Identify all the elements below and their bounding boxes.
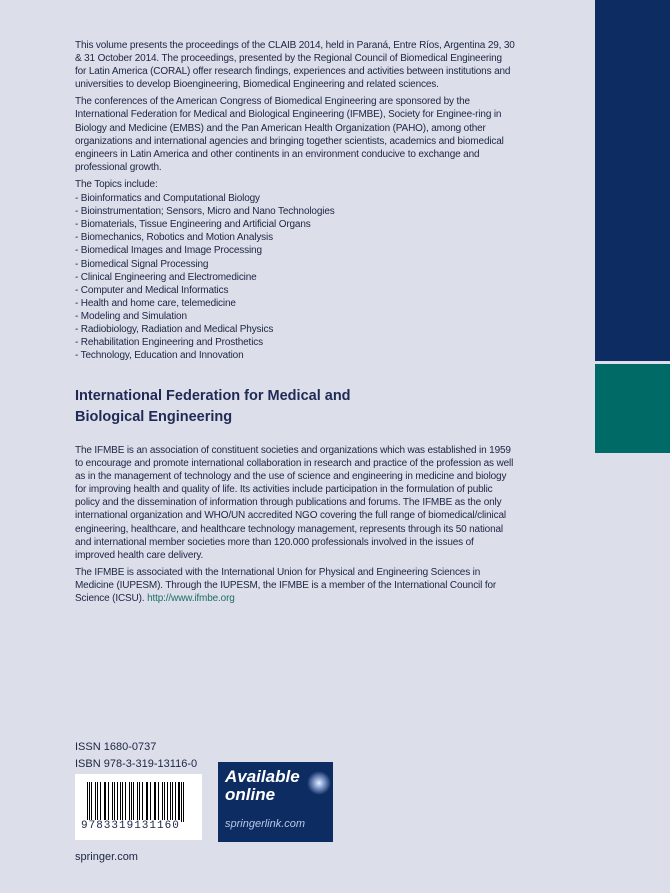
ifmbe-paragraph-2-text: The IFMBE is associated with the International Union for Physical and Engineering Sciences in Medicine (IUPESM). Through the IUPESM, the IFMBE is a member of the International Council for Science (ICSU). xyxy=(75,566,497,605)
barcode-bar xyxy=(150,782,151,822)
barcode-bar xyxy=(112,782,113,822)
barcode-bar xyxy=(120,782,121,822)
intro-paragraph-1: This volume presents the proceedings of the CLAIB 2014, held in Paraná, Entre Ríos, Argentina 29, 30 & 31 October 2014. The proceedings, presented by the Regional Council of Biomedical Engineering for Latin America (CORAL) offer research findings, experiences and activities between institutions and universities to develop Bioengineering, Biomedical Engineering and related sciences. xyxy=(75,40,515,91)
topics-list xyxy=(75,192,515,362)
barcode-number: 9783319131160 xyxy=(81,820,180,832)
barcode-bar xyxy=(170,782,171,822)
ifmbe-paragraph-2 xyxy=(75,566,515,605)
barcode-bar xyxy=(162,782,163,822)
topic-item: - Bioinstrumentation; Sensors, Micro and Nano Technologies xyxy=(75,206,335,218)
topic-item: - Biomaterials, Tissue Engineering and Artificial Organs xyxy=(75,219,311,231)
intro-paragraph-2: The conferences of the American Congress of Biomedical Engineering are sponsored by the International Federation for Medical and Biological Engineering (IFMBE), Society for Enginee-ring in Biology and Medicine (EMBS) and the Pan American Health Organization (PAHO), among other organizations and international agencies and bringing together scientists, academics and biomedical engineers in Latin America and other continents in an environment conducive to exchange and professional growth. xyxy=(75,96,504,173)
topic-item: - Rehabilitation Engineering and Prosthetics xyxy=(75,337,263,349)
topic-item: - Computer and Medical Informatics xyxy=(75,284,229,296)
topic-item: - Clinical Engineering and Electromedicine xyxy=(75,271,257,283)
topic-item: - Technology, Education and Innovation xyxy=(75,350,244,362)
barcode xyxy=(75,774,202,840)
topic-item: - Radiobiology, Radiation and Medical Physics xyxy=(75,323,274,335)
intro-section xyxy=(75,39,515,362)
barcode-bar xyxy=(95,782,96,822)
barcode-bar xyxy=(87,782,88,822)
ifmbe-paragraph-1: The IFMBE is an association of constituent societies and organizations which was established in 1959 to encourage and promote international collaboration in research and practice of the profession as well as in the management of technology and the use of science and engineering in medicine and biology for improving health and quality of life. Its activities include participation in the formulation of public policy and the dissemination of information through publications and forums. The IFMBE as the only international organization and WHO/UN accredited NGO covering the full range of biomedical/clinical engineering, healthcare, and healthcare technology management, represents through its 50 national and international member societies more than 120.000 professionals involved in the issues of improved health care delivery. xyxy=(75,445,514,561)
topic-item: - Biomedical Signal Processing xyxy=(75,258,209,270)
available-line2: online xyxy=(225,785,276,804)
topic-item: - Health and home care, telemedicine xyxy=(75,297,236,309)
ifmbe-link[interactable]: http://www.ifmbe.org xyxy=(147,593,235,605)
barcode-bars xyxy=(87,782,187,822)
barcode-bar xyxy=(183,782,184,822)
barcode-bar xyxy=(133,782,134,822)
springerlink-url[interactable]: springerlink.com xyxy=(225,818,306,830)
topic-item: - Modeling and Simulation xyxy=(75,310,187,322)
isbn: ISBN 978-3-319-13116-0 xyxy=(75,758,198,770)
ifmbe-heading: International Federation for Medical and Biological Engineering xyxy=(75,388,351,425)
topic-item: - Biomedical Images and Image Processing xyxy=(75,245,262,257)
identifiers xyxy=(75,739,197,773)
barcode-bar xyxy=(125,782,126,822)
teal-spine-band xyxy=(595,364,670,453)
topic-item: - Bioinformatics and Computational Biology xyxy=(75,193,260,205)
available-online-badge[interactable] xyxy=(218,762,333,842)
sparkle-icon xyxy=(306,770,332,796)
barcode-bar xyxy=(100,782,101,822)
topics-label: The Topics include: xyxy=(75,178,158,190)
available-online-title xyxy=(225,768,300,804)
barcode-bar xyxy=(158,782,159,822)
publisher-url[interactable]: springer.com xyxy=(75,851,138,863)
barcode-bar xyxy=(108,782,109,822)
barcode-bar xyxy=(142,782,143,822)
issn: ISSN 1680-0737 xyxy=(75,741,157,753)
available-line1: Available xyxy=(225,767,300,786)
barcode-bar xyxy=(178,782,179,822)
topic-item: - Biomechanics, Robotics and Motion Analysis xyxy=(75,232,273,244)
navy-spine-band xyxy=(595,0,670,361)
barcode-bar xyxy=(139,782,140,822)
ifmbe-section xyxy=(75,444,515,609)
